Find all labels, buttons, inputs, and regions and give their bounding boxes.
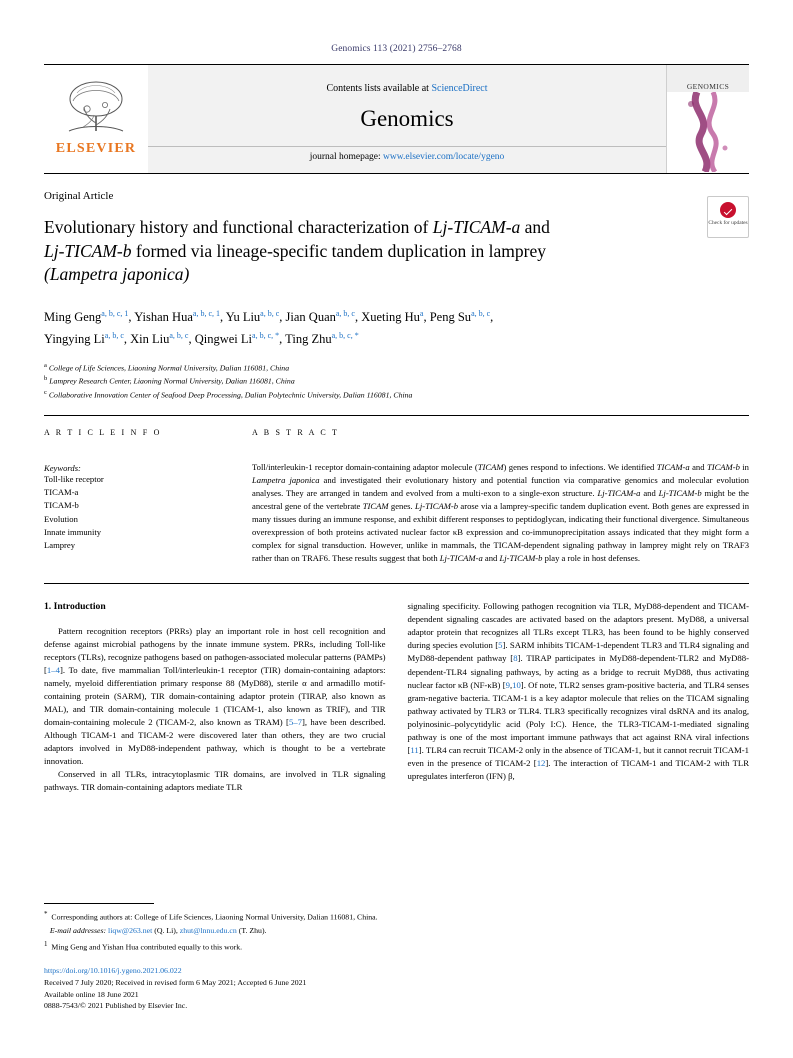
elsevier-tree-icon — [63, 79, 129, 139]
article-type: Original Article — [44, 190, 114, 202]
homepage-link[interactable]: www.elsevier.com/locate/ygeno — [383, 151, 505, 162]
footnote-equal-contribution — [44, 939, 396, 953]
article-info-column — [44, 428, 252, 566]
keyword-item: TICAM-a — [44, 487, 79, 498]
footnote-block — [44, 903, 396, 1012]
author[interactable] — [130, 332, 188, 346]
keywords-label: Keywords: — [44, 462, 81, 473]
masthead-center — [148, 65, 666, 173]
crossmark-icon — [720, 202, 736, 218]
affiliation-text: Collaborative Innovation Center of Seafood Deep Processing, Dalian Polytechnic University, Dalian 116081, China — [48, 390, 413, 400]
article-body — [44, 190, 749, 794]
crossmark-badge[interactable] — [707, 196, 749, 238]
author[interactable] — [430, 310, 490, 324]
author-affil-mark: a, b, c — [260, 308, 280, 318]
keyword-item: TICAM-b — [44, 500, 79, 511]
article-info-heading: A R T I C L E I N F O — [44, 427, 162, 437]
intro-paragraph-2: Conserved in all TLRs, intracytoplasmic TIR domains, are involved in TLR signaling pathways. TIR domain-containing adaptors mediate TLR — [44, 769, 386, 793]
footnote-equal-text: Ming Geng and Yishan Hua contributed equally to this work. — [51, 942, 243, 952]
journal-cover — [666, 65, 749, 173]
affiliation-text: Lamprey Research Center, Liaoning Normal University, Dalian 116081, China — [49, 376, 295, 386]
email-link-1[interactable]: liqw@263.net — [108, 926, 153, 936]
author-affil-mark: a, b, c — [169, 330, 189, 340]
author-list: Ming Geng$^{a, b, c, 1}$, Yishan Hua$^{a, b, c, 1}$, Yu Liu$^{a, b, c}$, Jian Quan$^{a, b, c}$, Xueting Hu$^a$, Peng Su$^{a, b, c}$, Yingying Li$^{a, b, c}$, Xin Liu$^{a, b, c}$, Qingwei $Li^{a, b, c, *}$, Ting Zhu$^{a, b, c, *}$ — [44, 308, 494, 347]
two-column-body — [44, 600, 749, 794]
author-name: Jian Quan — [285, 310, 336, 325]
affiliation-list — [44, 361, 749, 401]
divider-rule-top — [44, 415, 749, 416]
author-name: Yingying Li — [44, 332, 105, 347]
email-link-2[interactable]: zhut@lnnu.edu.cn — [179, 926, 237, 936]
footnote-rule — [44, 903, 154, 904]
doi-link[interactable]: https://doi.org/10.1016/j.ygeno.2021.06.022 — [44, 966, 182, 976]
contents-line — [326, 83, 487, 94]
author[interactable] — [361, 310, 423, 324]
author-affil-mark: a, b, c, * — [252, 330, 280, 340]
publication-dates: Received 7 July 2020; Received in revised form 6 May 2021; Accepted 6 June 2021 — [44, 977, 307, 987]
title-part-1: Evolutionary history and functional characterization of — [44, 217, 433, 237]
affiliation-mark: c — [44, 388, 47, 396]
author[interactable] — [286, 310, 355, 324]
divider-rule-bottom — [44, 583, 749, 584]
author-affil-mark: a — [419, 308, 424, 318]
affiliation-item — [44, 374, 749, 387]
email-owner-2: (T. Zhu). — [238, 926, 267, 936]
author-name: Ting Zhu — [285, 332, 332, 347]
abstract-text: Toll/interleukin-1 receptor domain-containing adaptor molecule (TICAM) genes respond to infections. We identified TICAM-a and TICAM-b in Lampetra japonica and investigated their evolutionary history and potential function via comparative genomics and molecular evolution analyses. They are arranged in tandem and evolved from a multi-exon to a single-exon structure. Lj-TICAM-a and Lj-TICAM-b might be the ancestral gene of the vertebrate TICAM genes. Lj-TICAM-b arose via a lamprey-specific tandem duplication event. Both genes are expressed in many tissues during an immune response, and exhibit different responses to peptidoglycan, indicating their functional divergence. Simultaneous overexpression of both proteins activated nuclear factor κB expression and co-immunoprecipitation assays indicated that they might form a complex for signal transduction. However, unlike in mammals, the TICAM-dependent signaling pathway in lamprey might rely on TRAF3 rather than on TRAF6. These results suggest that both Lj-TICAM-a and Lj-TICAM-b play a role in host defenses. — [252, 461, 749, 564]
homepage-prefix: journal homepage: — [309, 151, 384, 162]
available-online: Available online 18 June 2021 — [44, 989, 139, 999]
abstract-heading: A B S T R A C T — [252, 427, 340, 437]
sciencedirect-link[interactable]: ScienceDirect — [431, 82, 488, 94]
author-affil-mark: a, b, c — [335, 308, 355, 318]
author-affil-mark: a, b, c, * — [331, 330, 359, 340]
author[interactable] — [44, 310, 128, 324]
author-name: Qingwei Li — [194, 332, 253, 347]
author-name: Xin Liu — [130, 332, 170, 347]
title-italic-1: Lj-TICAM-a — [432, 217, 521, 237]
affiliation-text: College of Life Sciences, Liaoning Normal University, Dalian 116081, China — [48, 363, 290, 373]
email-label: E-mail addresses: — [49, 926, 107, 936]
crossmark-label: Check for updates — [708, 220, 748, 226]
journal-title: Genomics — [360, 105, 454, 131]
cover-artwork — [667, 92, 749, 173]
keyword-item: Lamprey — [44, 540, 76, 551]
abstract-column — [252, 428, 749, 566]
author[interactable] — [226, 310, 279, 324]
author-name: Yishan Hua — [134, 310, 193, 325]
author[interactable] — [285, 332, 359, 346]
author[interactable] — [134, 310, 220, 324]
email-owner-1: (Q. Li), — [154, 926, 178, 936]
footnote-mark-asterisk: * — [44, 910, 48, 918]
info-abstract-block — [44, 428, 749, 566]
journal-homepage-line — [148, 146, 666, 162]
issn-copyright: 0888-7543/© 2021 Published by Elsevier Inc. — [44, 1001, 188, 1011]
affiliation-mark: a — [44, 361, 47, 369]
footnote-mark-one: 1 — [44, 939, 48, 948]
publisher-logo — [44, 65, 148, 173]
footnote-corresponding — [44, 909, 396, 923]
title-part-2: and — [520, 217, 550, 237]
title-italic-3: (Lampetra japonica) — [44, 264, 190, 285]
section-heading-introduction: 1. Introduction — [44, 601, 106, 613]
keyword-item: Evolution — [44, 513, 78, 524]
affiliation-item — [44, 388, 749, 401]
affiliation-item — [44, 361, 749, 374]
affiliation-mark: b — [44, 375, 48, 383]
column-right — [408, 600, 750, 794]
running-head: Genomics 113 (2021) 2756–2768 — [331, 44, 462, 54]
journal-masthead — [44, 64, 749, 174]
cover-art-icon — [667, 92, 749, 172]
author-affil-mark: a, b, c, 1 — [192, 308, 220, 318]
author-affil-mark: a, b, c — [471, 308, 491, 318]
title-italic-2: Lj-TICAM-b — [44, 240, 132, 261]
elsevier-wordmark: ELSEVIER — [55, 141, 137, 156]
contents-prefix: Contents lists available at — [326, 82, 432, 94]
author-name: Yu Liu — [225, 310, 261, 325]
author[interactable] — [44, 332, 124, 346]
title-part-3: formed via lineage-specific tandem duplication in lamprey — [131, 240, 546, 261]
author-affil-mark: a, b, c, 1 — [101, 308, 129, 318]
keyword-item: Innate immunity — [44, 527, 102, 538]
keyword-item: Toll-like receptor — [44, 473, 104, 484]
author[interactable] — [195, 332, 279, 346]
author-name: Xueting Hu — [361, 310, 420, 325]
column-left — [44, 600, 386, 794]
author-affil-mark: a, b, c — [104, 330, 124, 340]
author-name: Ming Geng — [44, 310, 102, 325]
intro-paragraph-1: Pattern recognition receptors (PRRs) play an important role in host cell recognition and defense against microbial pathogens by the innate immune system. PRRs, including Toll-like receptors (TLRs), recognize pathogens based on pathogen-associated molecular patterns (PAMPs) [1–4]. To date, five mammalian Toll/interleukin-1 receptor (TIR) domain-containing adaptors: namely, myeloid differentiation primary response 88 (MyD88), sterile α and armadillo motif-containing protein (SARM), TIR domain-containing adaptor protein (TIRAP, also known as MAL), and TIR domain-containing molecule 1 (TICAM-1, also known as TRIF), and TIR domain-containing molecule 2 (TICAM-2, also known as TRAM) [5–7], have been described. Although TICAM-1 and TICAM-2 were discovered later than others, they are two crucial adaptors involved in MyD88-independent pathway, which is thought to be a vertebrate innovation. — [44, 625, 386, 767]
intro-paragraph-3: signaling specificity. Following pathogen recognition via TLR, MyD88-dependent and TICAM-dependent signaling cascades are activated based on the adaptors present. MyD88, a universal adaptor protein that recognizes all TLRs except TLR3, has been found to be highly conserved during species evolution [5]. SARM inhibits TICAM-1-dependent TLR3 and TLR4 signaling and MyD88-dependent pathway [8]. TIRAP participates in MyD88-dependent-TLR2 and MyD88-dependent-TLR4 signaling pathways, by acting as a bridge to recruit MyD88, thus activating nuclear factor κB (NF-κB) [9,10]. Of note, TLR2 senses gram-positive bacteria, and TLR4 senses gram-negative bacteria. TICAM-1 is a key adaptor molecule that relies on the TICAM signaling pathway activated by TLR3 or TLR4. TLR3 specifically recognizes viral dsRNA and its analog, polyinosinic–polycytidylic acid (Poly I:C). Hence, the TLR3-TICAM-1-mediated signaling pathway is one of the most important immune pathways that act against RNA viral infections [11]. TLR4 can recruit TICAM-2 only in the absence of TICAM-1, but it cannot recruit TICAM-1 even in the presence of TICAM-2 [12]. The interaction of TICAM-1 and TICAM-2 with TLR upregulates interferon (IFN) β, — [407, 601, 750, 781]
author-name: Peng Su — [429, 310, 472, 325]
footnote-corresponding-text: Corresponding authors at: College of Life Sciences, Liaoning Normal University, Dalian 116081, China. — [51, 912, 378, 922]
cover-label: GENOMICS — [667, 65, 749, 94]
article-title — [44, 216, 644, 287]
footnote-emails — [44, 925, 396, 937]
keywords-list — [44, 473, 234, 553]
